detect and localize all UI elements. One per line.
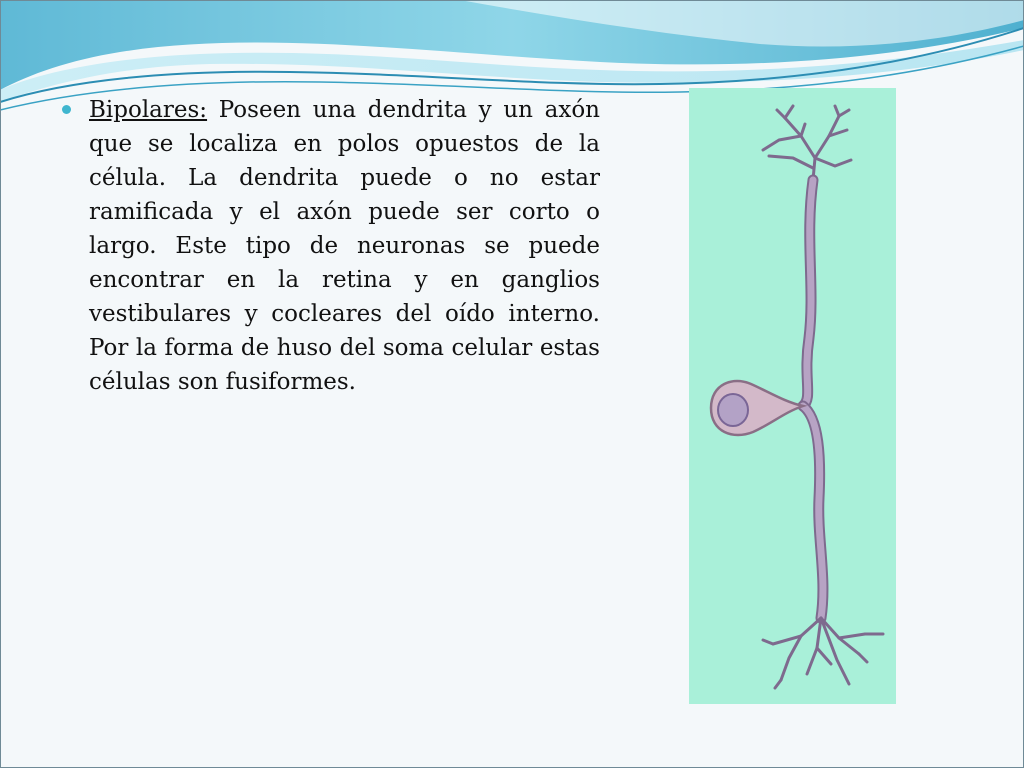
bullet-dot-icon [62, 105, 71, 114]
bullet-paragraph [89, 93, 600, 399]
term-bipolares: Bipolares: [89, 97, 208, 123]
neuron-figure [689, 88, 896, 704]
bullet-body-text: Poseen una dendrita y un axón que se localiza en polos opuestos de la célula. La dendrita puede o no estar ramificada y el axón puede ser corto o largo. Este tipo de neuronas se puede encontrar en la retina y en ganglios vestibulares y cocleares del oído interno. Por la forma de huso del soma celular estas células son fusiformes. [89, 97, 600, 395]
bullet-item [62, 93, 600, 399]
bullet-list [62, 93, 600, 399]
bipolar-neuron-illustration-icon [689, 88, 896, 704]
